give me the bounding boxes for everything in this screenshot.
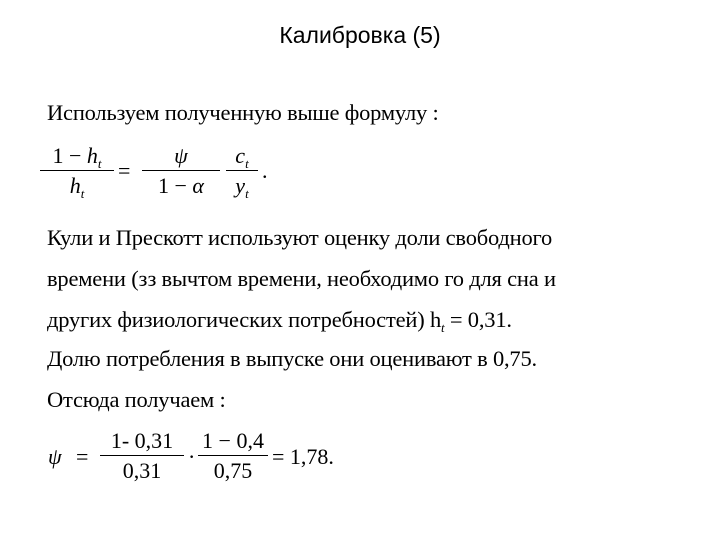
formula-2-multiply-dot: · xyxy=(188,444,196,469)
formula-2-psi: ψ xyxy=(48,444,62,469)
ht-variable: h xyxy=(429,307,442,332)
formula-1-rhs-fraction: $c_t$ $y_t$ xyxy=(226,143,258,199)
formula-2-fraction-2: 1 − 0,4 0,75 xyxy=(198,428,268,484)
formula-2 xyxy=(48,428,368,500)
formula-1-mid-fraction: ψ 1 − α xyxy=(142,143,220,199)
paragraph-1-line-3: других физиологических потребностей) $h_t = 0,31$. xyxy=(47,307,512,335)
slide-title: Калибровка (5) xyxy=(279,22,441,48)
formula-2-equals: = xyxy=(76,444,89,469)
formula-2-result: = 1,78. xyxy=(272,444,334,469)
paragraph-3: Отсюда получаем : xyxy=(47,387,226,412)
paragraph-2: Долю потребления в выпуске они оценивают в 0,75. xyxy=(47,346,537,371)
intro-text: Используем полученную выше формулу : xyxy=(47,100,439,125)
formula-1-period: . xyxy=(262,158,268,183)
paragraph-1-line-1: Кули и Прескотт используют оценку доли свободного xyxy=(47,225,553,250)
ht-value: = 0,31. xyxy=(444,307,512,332)
formula-1-equals: = xyxy=(118,158,131,183)
formula-2-fraction-1: 1- 0,31 0,31 xyxy=(100,428,184,484)
formula-1 xyxy=(40,143,268,215)
formula-1-lhs-fraction: $1 - h_t$ $h_t$ xyxy=(40,143,114,199)
paragraph-1-line-2: времени (зз вычтом времени, необходимо го для сна и xyxy=(47,266,556,291)
